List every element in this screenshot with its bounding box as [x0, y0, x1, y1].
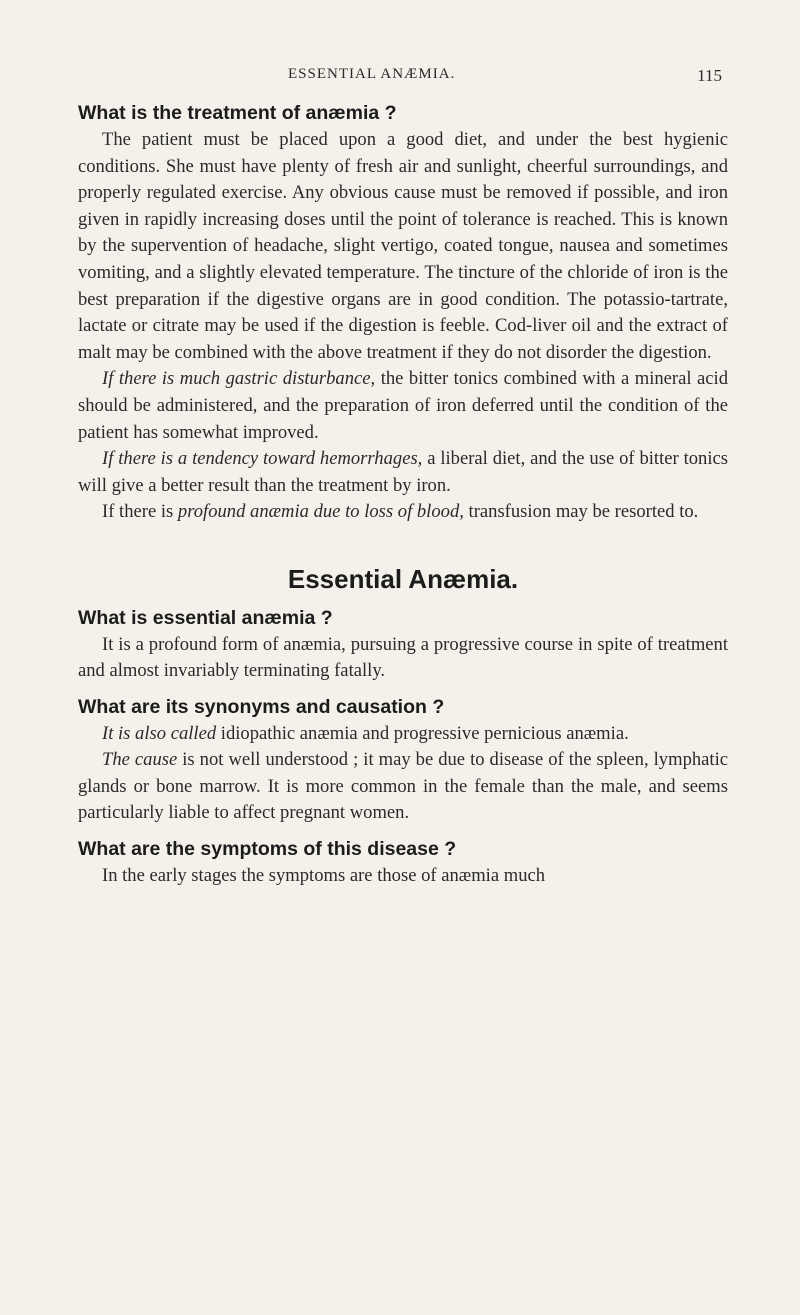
question-treatment: What is the treatment of anæmia ? [78, 102, 397, 124]
answer-symptoms: In the early stages the symptoms are those of anæmia much [102, 865, 546, 887]
treatment-paragraph-2 [78, 366, 728, 446]
gastric-disturbance-phrase: If there is much gastric disturbance, [102, 368, 376, 390]
question-essential-anaemia: What is essential anæmia ? [78, 606, 333, 629]
question-synonyms-causation: What are its synonyms and causation ? [78, 695, 445, 718]
answer-causation-text: is not well understood ; it may be due to disease of the spleen, lymphatic glands or bone marrow. It is more common in the female than the male, and seems particularly liable to affect pregnant women. [78, 749, 729, 824]
the-cause-phrase: The cause [102, 749, 178, 771]
question-symptoms: What are the symptoms of this disease ? [78, 838, 457, 861]
page-body [78, 100, 728, 890]
treatment-paragraph-4 [78, 499, 728, 526]
page-number: 115 [697, 66, 722, 85]
treatment-paragraph-4-start: If there is [102, 501, 178, 523]
treatment-paragraph-1: The patient must be placed upon a good diet, and under the best hygienic conditions. She must have plenty of fresh air and sunlight, cheerful surroundings, and properly regulated exercise. Any obvious cause must be removed if possible, and iron given in rapidly increasing doses until the point of tolerance is reached. This is known by the supervention of headache, slight vertigo, coated tongue, nausea and sometimes vomiting, and a slightly elevated temperature. The tincture of the chloride of iron is the best preparation if the digestive organs are in good condition. The potassio-tartrate, lactate or citrate may be used if the digestion is feeble. Cod-liver oil and the extract of malt may be combined with the above treatment if they do not disorder the digestion. [78, 129, 728, 363]
running-title: ESSENTIAL ANÆMIA. [288, 66, 456, 82]
treatment-paragraph-4-text: transfusion may be resorted to. [463, 501, 699, 523]
answer-synonyms [78, 721, 728, 748]
treatment-paragraph-3-text: a liberal diet, and the use of bitter tonics will give a better result than the treatment by iron. [78, 448, 728, 496]
answer-synonyms-text: idiopathic anæmia and progressive pernicious anæmia. [216, 722, 629, 744]
section-title-essential-anaemia: Essential Anæmia. [287, 563, 519, 594]
hemorrhages-phrase: If there is a tendency toward hemorrhages, [102, 448, 423, 470]
answer-essential-anaemia: It is a profound form of anæmia, pursuing a progressive course in spite of treatment and almost invariably terminating fatally. [78, 633, 728, 682]
answer-causation [78, 747, 728, 827]
treatment-paragraph-3 [78, 446, 728, 499]
profound-anaemia-phrase: profound anæmia due to loss of blood, [177, 501, 464, 523]
treatment-paragraph-2-text: the bitter tonics combined with a mineral acid should be administered, and the preparation of iron deferred until the condition of the patient has somewhat improved. [78, 368, 728, 443]
running-head [0, 66, 800, 90]
also-called-phrase: It is also called [102, 722, 217, 744]
